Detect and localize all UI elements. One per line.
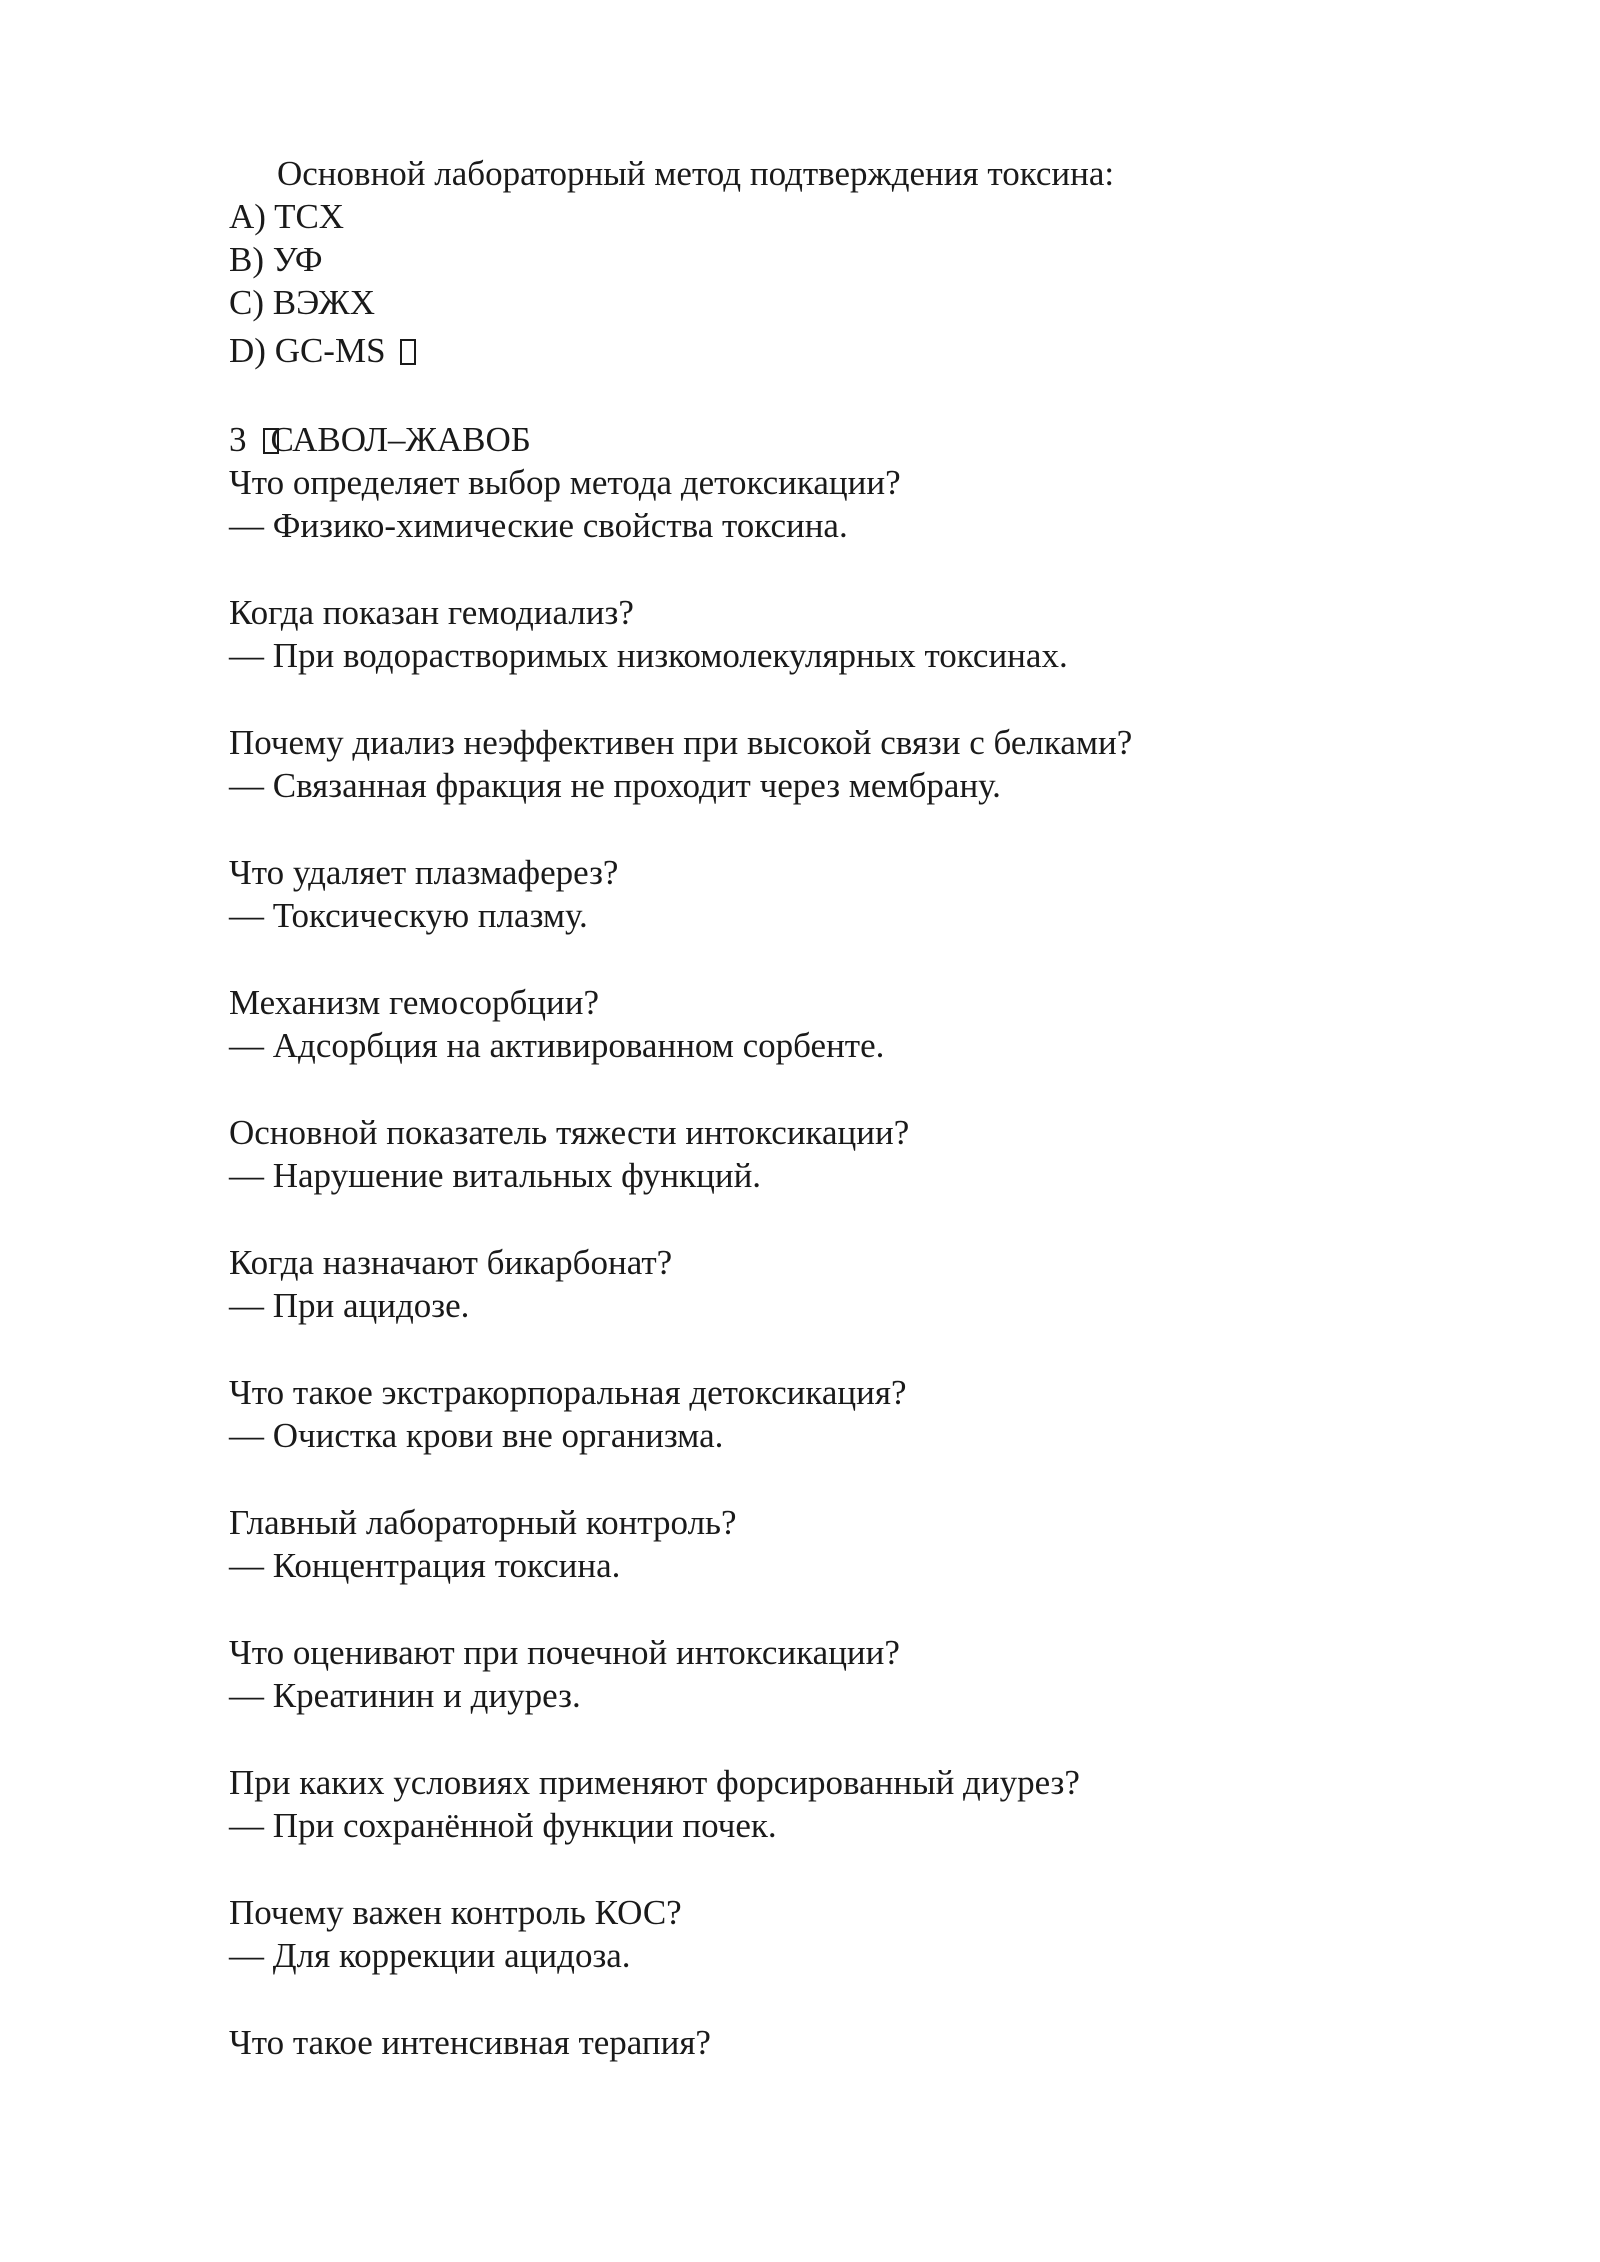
qa-answer: — Очистка крови вне организма. xyxy=(229,1416,724,1455)
page-content xyxy=(229,152,1409,2107)
option-letter: B) xyxy=(229,240,264,279)
qa-question: Что определяет выбор метода детоксикации? xyxy=(229,463,901,502)
quiz-option-d xyxy=(229,329,1409,372)
qa-answer: — Концентрация токсина. xyxy=(229,1546,621,1585)
option-letter: C) xyxy=(229,283,264,322)
qa-answer: — Креатинин и диурез. xyxy=(229,1676,581,1715)
qa-question: Механизм гемосорбции? xyxy=(229,983,600,1022)
qa-item xyxy=(229,1891,1409,1977)
option-text: ВЭЖХ xyxy=(272,283,375,322)
qa-question: Что такое интенсивная терапия? xyxy=(229,2023,711,2062)
qa-question: Основной показатель тяжести интоксикации? xyxy=(229,1113,910,1152)
qa-answer: — При сохранённой функции почек. xyxy=(229,1806,777,1845)
qa-answer: — Связанная фракция не проходит через мембрану. xyxy=(229,766,1001,805)
section-title: САВОЛ–ЖАВОБ xyxy=(270,420,531,459)
qa-question: Почему диализ неэффективен при высокой связи с белками? xyxy=(229,723,1133,762)
qa-question: Что удаляет плазмаферез? xyxy=(229,853,619,892)
qa-question: Главный лабораторный контроль? xyxy=(229,1503,737,1542)
qa-item xyxy=(229,1241,1409,1327)
qa-answer xyxy=(229,2064,1409,2107)
qa-question: Почему важен контроль КОС? xyxy=(229,1893,682,1932)
qa-answer: — Нарушение витальных функций. xyxy=(229,1156,762,1195)
qa-item xyxy=(229,851,1409,937)
qa-item xyxy=(229,981,1409,1067)
qa-question: При каких условиях применяют форсированный диурез? xyxy=(229,1763,1080,1802)
qa-item xyxy=(229,1761,1409,1847)
quiz-question: Основной лабораторный метод подтверждения токсина: xyxy=(277,154,1115,193)
qa-item xyxy=(229,1371,1409,1457)
qa-question: Что такое экстракорпоральная детоксикация? xyxy=(229,1373,907,1412)
qa-item xyxy=(229,1111,1409,1197)
option-text: УФ xyxy=(272,240,323,279)
option-letter: D) xyxy=(229,331,266,370)
option-text: TCX xyxy=(274,197,345,236)
qa-item xyxy=(229,721,1409,807)
qa-question: Когда назначают бикарбонат? xyxy=(229,1243,673,1282)
qa-question: Что оценивают при почечной интоксикации? xyxy=(229,1633,900,1672)
missing-glyph-icon xyxy=(400,339,416,365)
qa-answer: — Для коррекции ацидоза. xyxy=(229,1936,631,1975)
quiz-option-b xyxy=(229,238,1409,281)
qa-item xyxy=(229,2021,1409,2107)
qa-answer: — Токсическую плазму. xyxy=(229,896,588,935)
option-letter: A) xyxy=(229,197,266,236)
section-number: 3 xyxy=(229,420,247,459)
qa-list xyxy=(229,461,1409,2107)
qa-item xyxy=(229,1631,1409,1717)
quiz-option-a xyxy=(229,195,1409,238)
qa-answer: — При ацидозе. xyxy=(229,1286,470,1325)
quiz-block xyxy=(229,152,1409,372)
quiz-option-c xyxy=(229,281,1409,324)
qa-answer: — При водорастворимых низкомолекулярных токсинах. xyxy=(229,636,1068,675)
section-heading xyxy=(229,418,1409,461)
qa-question: Когда показан гемодиализ? xyxy=(229,593,634,632)
qa-item xyxy=(229,461,1409,547)
qa-answer: — Адсорбция на активированном сорбенте. xyxy=(229,1026,885,1065)
qa-item xyxy=(229,1501,1409,1587)
option-text: GC-MS xyxy=(274,331,386,370)
qa-item xyxy=(229,591,1409,677)
qa-answer: — Физико-химические свойства токсина. xyxy=(229,506,848,545)
